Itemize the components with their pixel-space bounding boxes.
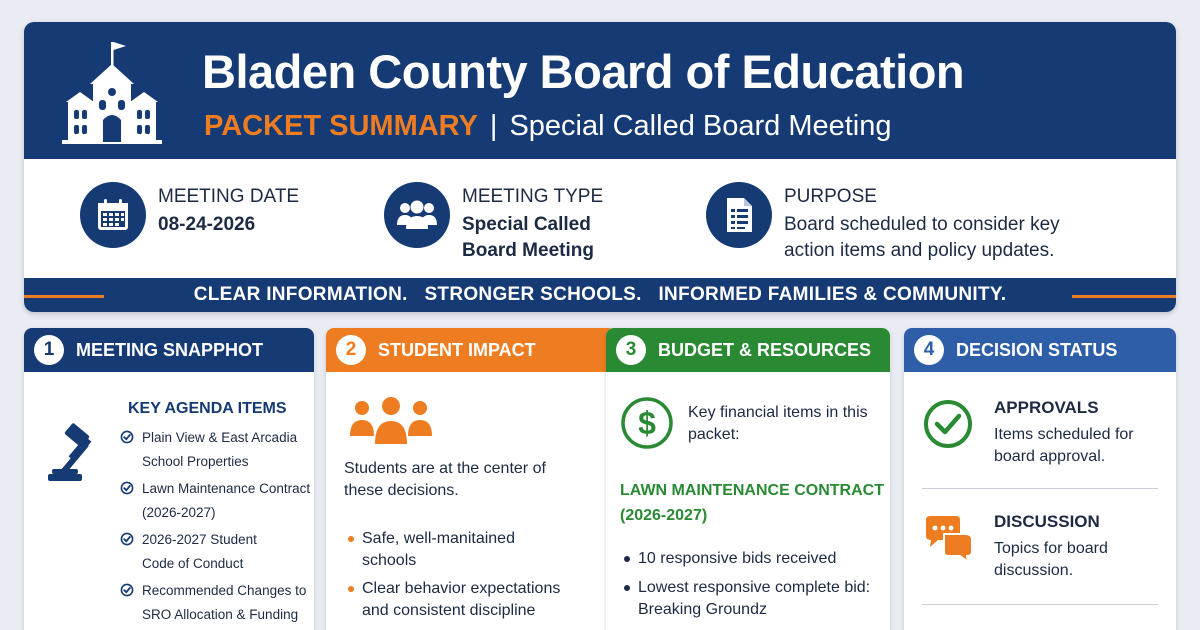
impact-intro [344,458,546,502]
purpose-info [706,182,1126,262]
lawn-contract-heading-line2: (2026-2027) [620,507,708,524]
dollar-icon [620,396,674,450]
agenda-item-line2: (2026-2027) [142,504,216,520]
purpose-label: PURPOSE [784,186,877,207]
lowest-bid-line1: Lowest responsive complete bid: [638,579,871,596]
gavel-icon [46,422,112,488]
impact-intro-line2: these decisions. [344,482,459,499]
purpose-line1: Board scheduled to consider key [784,214,1060,235]
agenda-item-line1: Recommended Changes to [142,583,307,598]
bullet-dot [348,586,354,592]
page-title: Bladen County Board of Education [202,45,965,98]
check-circle-icon [922,398,974,450]
panel-header [326,328,616,372]
panel-title: DECISION STATUS [956,339,1118,360]
meeting-name: Special Called Board Meeting [509,110,892,142]
meeting-snapshot-panel [24,328,314,630]
discussion-heading: DISCUSSION [994,512,1100,531]
discussion-text [994,538,1108,582]
agenda-item-line2: Code of Conduct [142,555,244,571]
key-agenda-items-heading: KEY AGENDA ITEMS [128,400,287,417]
document-list-icon [706,182,772,248]
discussion-line1: Topics for board [994,540,1108,557]
impact-bullet [362,578,560,622]
packet-summary-label: PACKET SUMMARY [204,110,478,142]
agenda-item-text [142,528,310,575]
panel-title: BUDGET & RESOURCES [658,339,872,360]
budget-intro-line1: Key financial items in this [688,404,868,421]
bullet-dot [624,556,630,562]
lowest-bid [638,577,870,621]
agenda-item-line2: School Properties [142,453,249,469]
school-building-icon [62,40,162,144]
page-subtitle [204,110,892,143]
agenda-item-text [142,579,310,626]
meeting-date-label: MEETING DATE [158,186,300,207]
students-group-icon [348,394,434,448]
bullet-dot [624,585,630,591]
agenda-item-text [142,477,310,524]
header-card [24,22,1176,312]
student-impact-panel [326,328,616,630]
agenda-item-line1: Lawn Maintenance Contract [142,481,311,496]
lawn-contract-heading [620,478,884,528]
budget-intro [688,402,868,446]
impact-intro-line1: Students are at the center of [344,460,546,477]
budget-intro-line2: packet: [688,426,740,443]
impact-bullet [362,528,515,572]
approvals-heading: APPROVALS [994,398,1099,417]
panel-number: 1 [34,335,64,365]
panel-header [606,328,890,372]
discussion-line2: discussion. [994,562,1074,579]
meeting-type-label: MEETING TYPE [462,186,604,207]
panel-header [24,328,314,372]
lawn-contract-heading-line1: LAWN MAINTENANCE CONTRACT [620,482,884,499]
bullet-dot [348,536,354,542]
bids-received: 10 responsive bids received [638,550,837,567]
check-circle-icon [120,583,134,597]
impact-bullet-line2: and consistent discipline [362,602,536,619]
meeting-date-value: 08-24-2026 [158,214,256,235]
decision-status-panel [904,328,1176,630]
agenda-item [120,426,310,473]
panel-number: 3 [616,335,646,365]
meeting-type-info [384,182,684,262]
impact-bullet-line1: Clear behavior expectations [362,580,561,597]
calendar-icon [80,182,146,248]
chat-bubbles-icon [922,514,976,564]
tagline-bar [24,278,1176,312]
approvals-line2: board approval. [994,448,1106,465]
meeting-type-value [462,212,594,264]
divider [922,604,1158,605]
meeting-date-info [80,182,340,262]
check-circle-icon [120,481,134,495]
meeting-type-line1: Special Called [462,214,591,235]
tagline: CLEAR INFORMATION. STRONGER SCHOOLS. INFORMED FAMILIES & COMMUNITY. [193,284,1007,305]
lowest-bid-line2: Breaking Groundz [638,601,767,618]
impact-bullet-line1: Safe, well-manitained [362,530,515,547]
check-circle-icon [120,532,134,546]
agenda-item [120,579,310,626]
agenda-item [120,477,310,524]
people-group-icon [384,182,450,248]
agenda-item-text [142,426,310,473]
svg-text:$: $ [638,405,656,441]
agenda-item-line2: SRO Allocation & Funding [142,606,299,622]
budget-resources-panel [606,328,890,630]
meeting-type-line2: Board Meeting [462,240,594,261]
panel-header [904,328,1176,372]
approvals-line1: Items scheduled for [994,426,1134,443]
purpose-value [784,212,1060,264]
panel-title: STUDENT IMPACT [378,339,536,360]
panel-number: 2 [336,335,366,365]
divider [922,488,1158,489]
impact-bullet-line2: schools [362,552,417,569]
panel-title: MEETING SNAPPHOT [76,339,264,360]
subtitle-separator: | [489,110,498,142]
check-circle-icon [120,430,134,444]
agenda-item-line1: Plain View & East Arcadia [142,430,298,445]
agenda-item-line1: 2026-2027 Student [142,532,257,547]
panel-number: 4 [914,335,944,365]
agenda-item [120,528,310,575]
title-banner [24,22,1176,159]
approvals-text [994,424,1134,468]
purpose-line2: action items and policy updates. [784,240,1055,261]
